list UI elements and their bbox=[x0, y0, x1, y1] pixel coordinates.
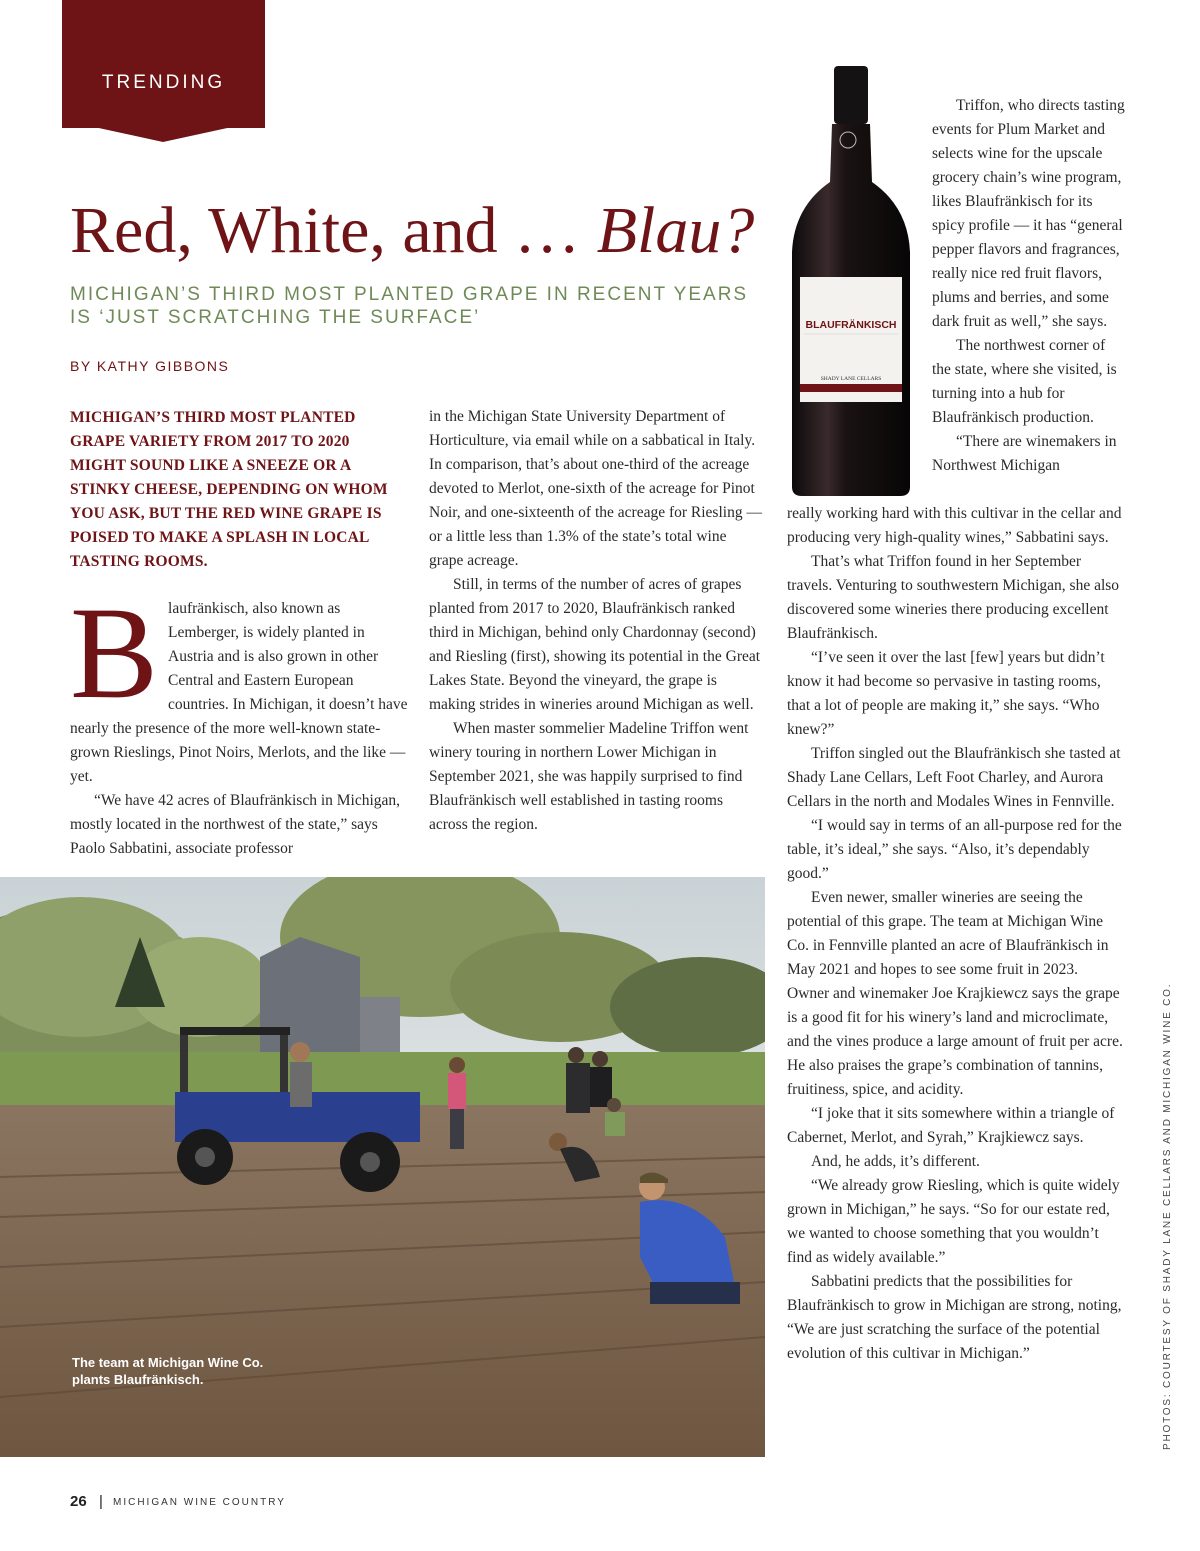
photo-caption: The team at Michigan Wine Co. plants Blaufränkisch. bbox=[72, 1355, 264, 1387]
body-paragraph: And, he adds, it’s different. bbox=[811, 1153, 980, 1170]
headline bbox=[70, 194, 755, 267]
body-paragraph: “I joke that it sits somewhere within a triangle of Cabernet, Merlot, and Syrah,” Krajkiewcz says. bbox=[787, 1105, 1115, 1146]
footer-separator: | bbox=[99, 1493, 103, 1510]
body-paragraph: That’s what Triffon found in her September travels. Venturing to southwestern Michigan, she also discovered some wineries there producing excellent Blaufränkisch. bbox=[787, 553, 1120, 642]
page-number: 26 bbox=[70, 1493, 87, 1510]
lede-paragraph: MICHIGAN’S THIRD MOST PLANTED GRAPE VARIETY FROM 2017 TO 2020 MIGHT SOUND LIKE A SNEEZE OR A STINKY CHEESE, DEPENDING ON WHOM YOU ASK, BUT THE RED WINE GRAPE IS POISED TO MAKE A SPLASH IN LOCAL TASTING ROOMS. bbox=[70, 409, 388, 570]
body-paragraph: Triffon singled out the Blaufränkisch she tasted at Shady Lane Cellars, Left Foot Charley, and Aurora Cellars in the north and Modales Wines in Fennville. bbox=[787, 745, 1121, 810]
body-paragraph: in the Michigan State University Department of Horticulture, via email while on a sabbatical in Italy. In comparison, that’s about one-third of the acreage devoted to Merlot, one-sixth of the acreage for Pinot Noir, and one-sixteenth of the acreage for Riesling — or a little less than 1.3% of the state’s total wine grape acreage. bbox=[429, 408, 762, 569]
wine-bottle-icon bbox=[790, 62, 920, 502]
body-column-2 bbox=[429, 405, 764, 837]
body-paragraph: Even newer, smaller wineries are seeing the potential of this grape. The team at Michigan Wine Co. in Fennville planted an acre of Blaufränkisch in May 2021 and hopes to see some fruit in 2023. Owner and winemaker Joe Krajkiewcz says the grape is a good fit for his winery’s land and microclimate, and the vines produce a large amount of fruit per acre. He also praises the grape’s combination of tannins, fruitiness, spice, and acidity. bbox=[787, 889, 1123, 1098]
body-paragraph: When master sommelier Madeline Triffon went winery touring in northern Lower Michigan in September 2021, she was happily surprised to find Blaufränkisch well established in tasting rooms across the region. bbox=[429, 720, 749, 833]
body-column-3-top bbox=[932, 94, 1127, 478]
headline-italic: Blau? bbox=[596, 194, 755, 267]
bottle-label-producer: SHADY LANE CELLARS bbox=[820, 376, 882, 382]
body-paragraph: really working hard with this cultivar in the cellar and producing very high-quality wines,” Sabbatini says. bbox=[787, 505, 1122, 546]
photo-credit: PHOTOS: COURTESY OF SHADY LANE CELLARS AND MICHIGAN WINE CO. bbox=[1162, 982, 1173, 1450]
body-paragraph: “I would say in terms of an all-purpose red for the table, it’s ideal,” she says. “Also, it’s dependably good.” bbox=[787, 817, 1122, 882]
section-tab-label: TRENDING bbox=[101, 72, 226, 93]
body-paragraph: “We already grow Riesling, which is quite widely grown in Michigan,” he says. “So for our estate red, we wanted to choose something that you wouldn’t find as widely available.” bbox=[787, 1177, 1120, 1266]
section-tab-point bbox=[62, 120, 264, 142]
body-paragraph: “I’ve seen it over the last [few] years but didn’t know it had become so pervasive in tasting rooms, that a lot of people are making it,” she says. “Who knew?” bbox=[787, 649, 1105, 738]
byline: BY KATHY GIBBONS bbox=[70, 358, 230, 374]
bottle-label-name: BLAUFRÄNKISCH bbox=[805, 319, 897, 331]
body-column-1 bbox=[70, 579, 408, 861]
body-paragraph: Sabbatini predicts that the possibilities for Blaufränkisch to grow in Michigan are strong, noting, “We are just scratching the surface of the potential evolution of this cultivar in Michigan.” bbox=[787, 1273, 1122, 1362]
body-paragraph: “There are winemakers in Northwest Michigan bbox=[932, 433, 1117, 474]
subhead: MICHIGAN’S THIRD MOST PLANTED GRAPE IN RECENT YEARS IS ‘JUST SCRATCHING THE SURFACE’ bbox=[70, 284, 749, 328]
paragraph-text: laufränkisch, also known as Lemberger, is widely planted in Austria and is also grown in other Central and Eastern European countries. In Michigan, it doesn’t have nearly the presence of the more well-known state-grown Rieslings, Pinot Noirs, Merlots, and the like — yet. bbox=[70, 600, 408, 785]
headline-main: Red, White, and … bbox=[70, 194, 597, 267]
body-paragraph: Triffon, who directs tasting events for Plum Market and selects wine for the upscale grocery chain’s wine program, likes Blaufränkisch for its spicy profile — it has “general pepper flavors and fragrances, really nice red fruit flavors, plums and berries, and some dark fruit as well,” she says. bbox=[932, 97, 1125, 330]
body-paragraph: “We have 42 acres of Blaufränkisch in Michigan, mostly located in the northwest of the state,” says Paolo Sabbatini, associate professor bbox=[70, 792, 401, 857]
drop-cap: B bbox=[70, 579, 159, 726]
body-paragraph: Still, in terms of the number of acres of grapes planted from 2017 to 2020, Blaufränkisch ranked third in Michigan, behind only Chardonnay (second) and Riesling (first), showing its potential in the Great Lakes State. Beyond the vineyard, the grape is making strides in wineries around Michigan as well. bbox=[429, 576, 761, 713]
wine-bottle-image bbox=[790, 62, 920, 502]
section-tab bbox=[62, 0, 265, 128]
magazine-name: MICHIGAN WINE COUNTRY bbox=[113, 1497, 286, 1508]
body-paragraph bbox=[70, 579, 408, 789]
body-column-3 bbox=[787, 502, 1123, 1366]
body-paragraph: The northwest corner of the state, where she visited, is turning into a hub for Blaufränkisch production. bbox=[932, 337, 1117, 426]
